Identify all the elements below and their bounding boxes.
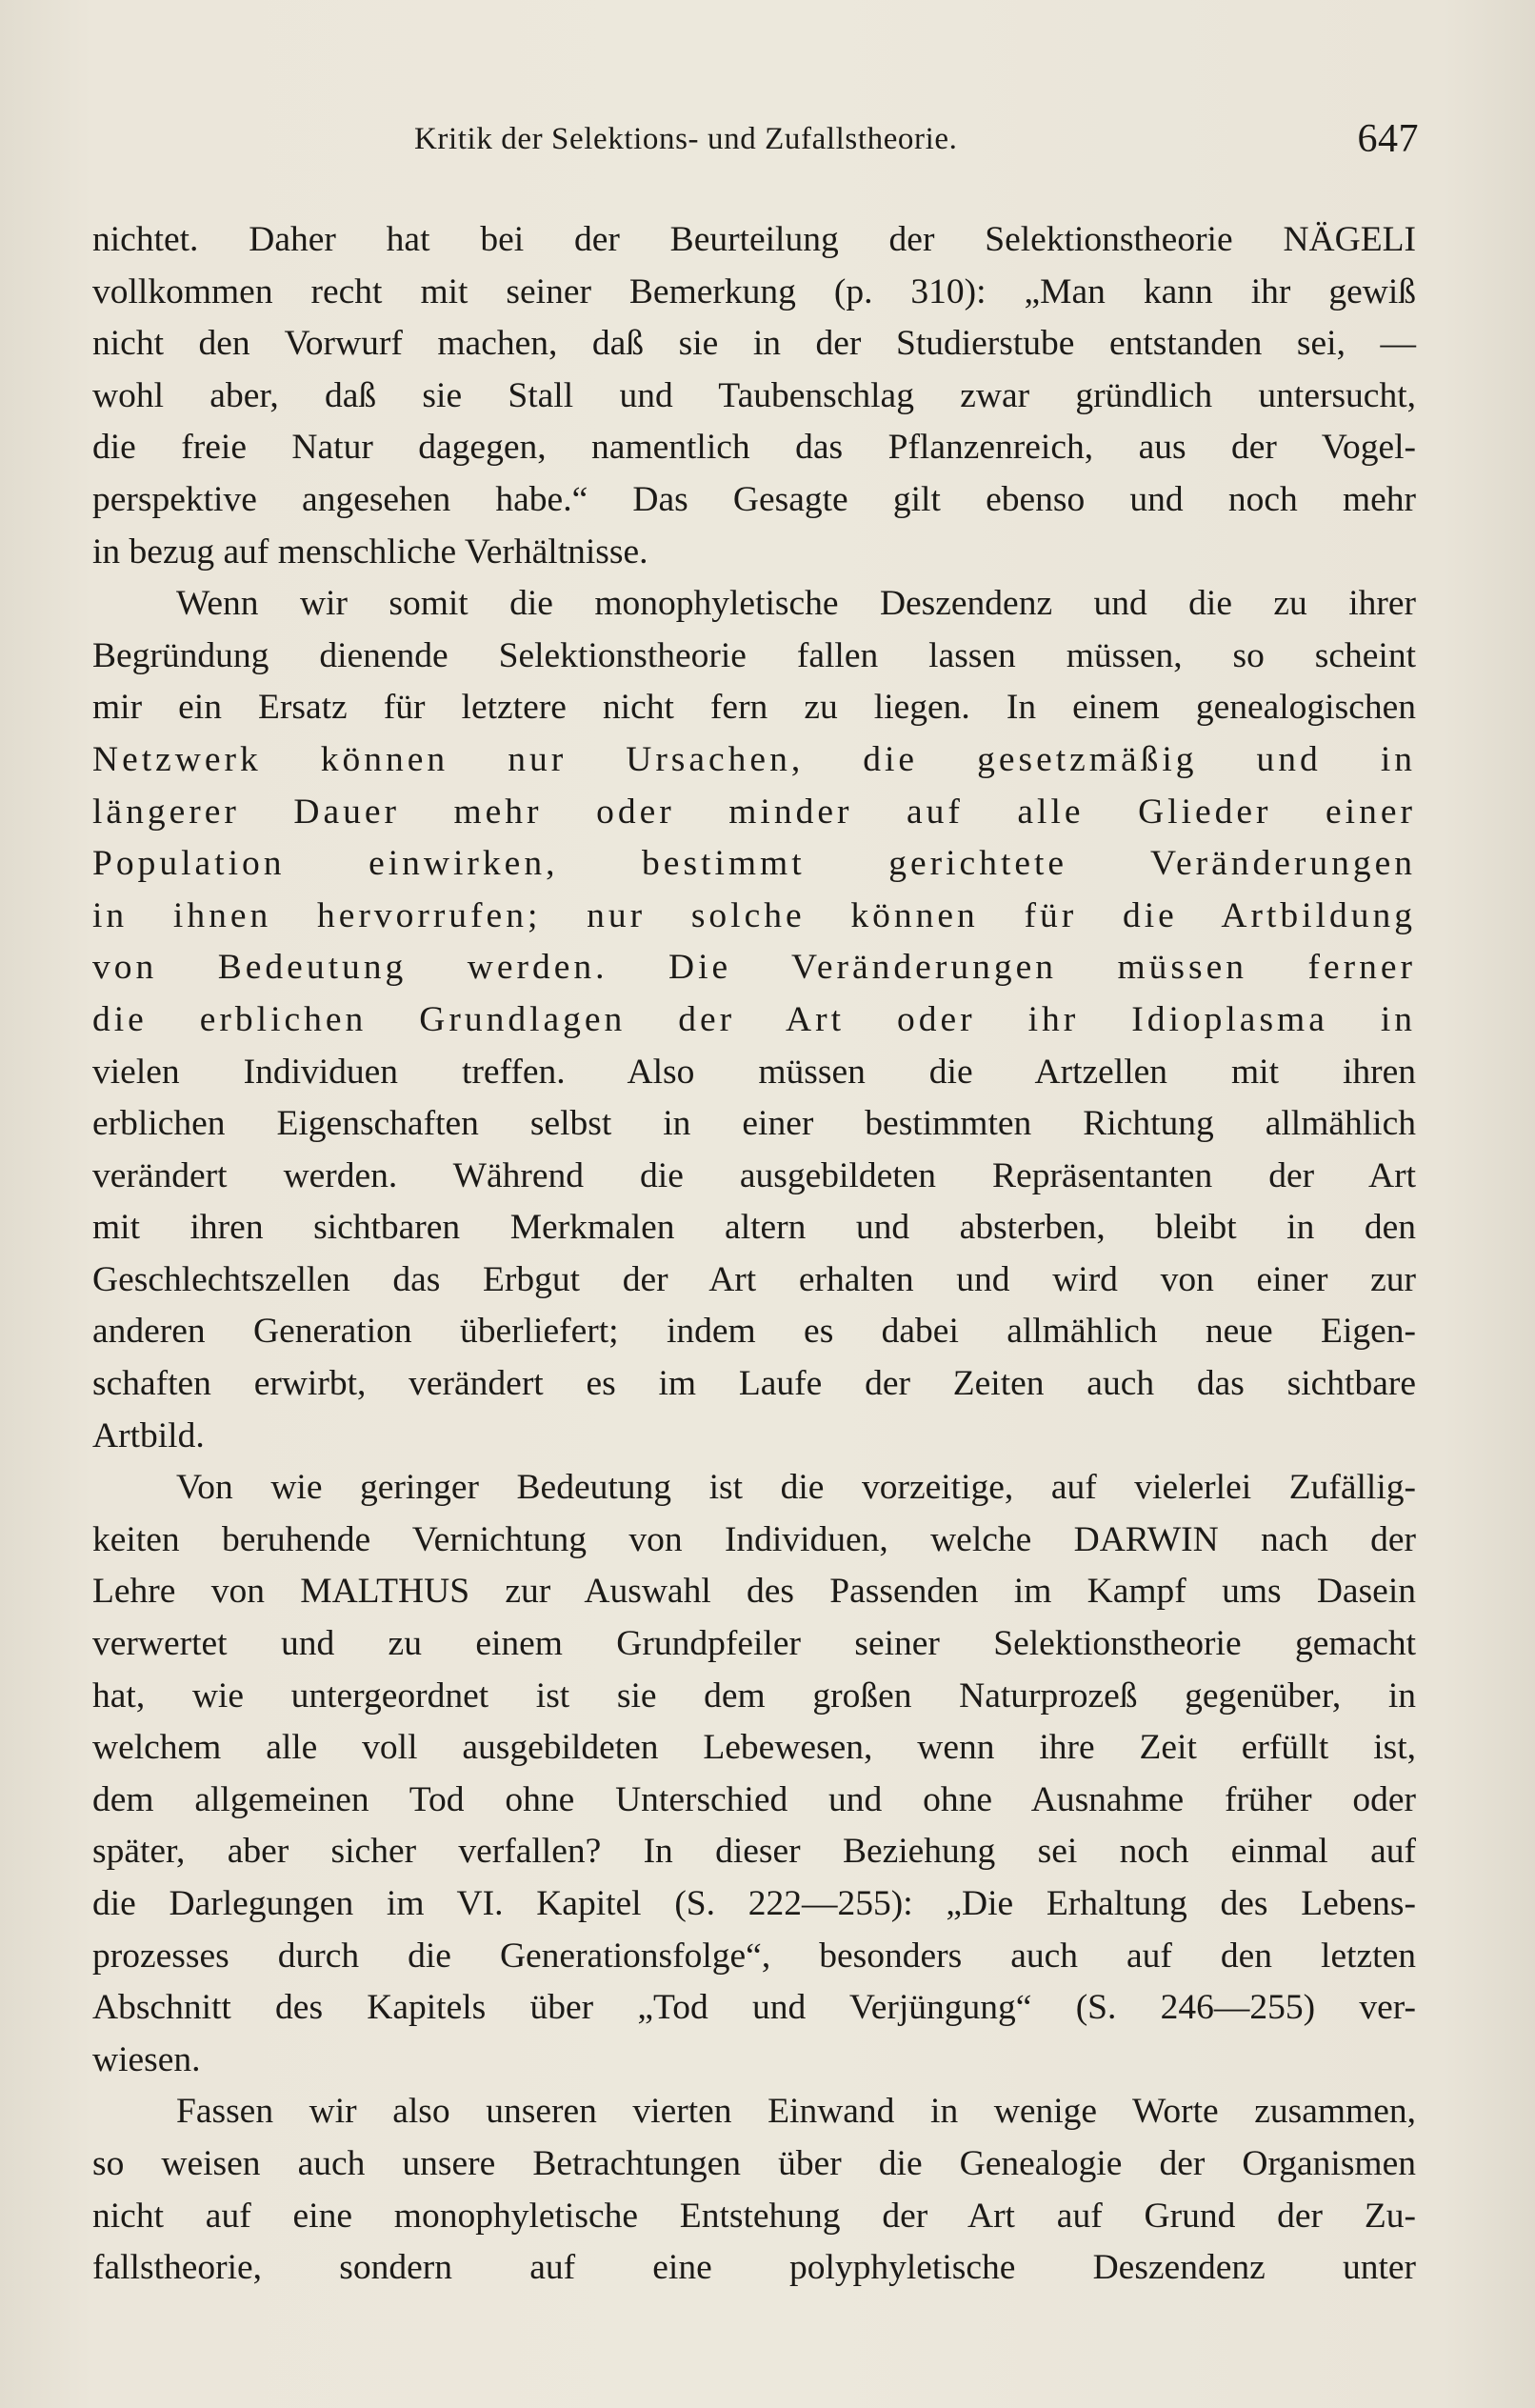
text-line: nicht den Vorwurf machen, daß sie in der Studierstube entstanden sei, — <box>92 324 1416 364</box>
text-line: so weisen auch unsere Betrachtungen über die Genealogie der Organismen <box>92 2143 1416 2183</box>
text-line: die Darlegungen im VI. Kapitel (S. 222—255): „Die Erhaltung des Lebens- <box>92 1884 1416 1923</box>
text-line: Lehre von MALTHUS zur Auswahl des Passenden im Kampf ums Dasein <box>92 1572 1416 1612</box>
text-line: vielen Individuen treffen. Also müssen die Artzellen mit ihren <box>92 1052 1416 1092</box>
running-head <box>90 117 1419 170</box>
text-line: Netzwerk können nur Ursachen, die gesetzmäßig und in <box>92 739 1416 779</box>
page-number: 647 <box>1357 117 1419 161</box>
text-line: Von wie geringer Bedeutung ist die vorzeitige, auf vielerlei Zufällig- <box>176 1468 1416 1508</box>
text-line: welchem alle voll ausgebildeten Lebewesen, wenn ihre Zeit erfüllt ist, <box>92 1728 1416 1768</box>
text-line: die freie Natur dagegen, namentlich das Pflanzenreich, aus der Vogel- <box>92 428 1416 468</box>
text-line: mir ein Ersatz für letztere nicht fern zu liegen. In einem genealogischen <box>92 688 1416 728</box>
text-line: dem allgemeinen Tod ohne Unterschied und ohne Ausnahme früher oder <box>92 1779 1416 1819</box>
text-line: Geschlechtszellen das Erbgut der Art erhalten und wird von einer zur <box>92 1259 1416 1299</box>
text-line: keiten beruhende Vernichtung von Individuen, welche DARWIN nach der <box>92 1519 1416 1559</box>
text-line: fallstheorie, sondern auf eine polyphyletische Deszendenz unter <box>92 2248 1416 2288</box>
text-line: nicht auf eine monophyletische Entstehung der Art auf Grund der Zu- <box>92 2196 1416 2236</box>
text-line: Artbild. <box>92 1415 205 1455</box>
text-line: wohl aber, daß sie Stall und Taubenschlag zwar gründlich untersucht, <box>92 375 1416 415</box>
text-line: erblichen Eigenschaften selbst in einer bestimmten Richtung allmählich <box>92 1104 1416 1144</box>
text-line: von Bedeutung werden. Die Veränderungen müssen ferner <box>92 948 1416 988</box>
running-title: Kritik der Selektions- und Zufallstheorie. <box>414 122 958 156</box>
text-line: Population einwirken, bestimmt gerichtete Veränderungen <box>92 844 1416 884</box>
text-line: später, aber sicher verfallen? In dieser Beziehung sei noch einmal auf <box>92 1832 1416 1872</box>
text-line: wiesen. <box>92 2039 201 2079</box>
text-line: in bezug auf menschliche Verhältnisse. <box>92 532 648 572</box>
text-line: prozesses durch die Generationsfolge“, besonders auch auf den letzten <box>92 1936 1416 1976</box>
text-line: Fassen wir also unseren vierten Einwand in wenige Worte zusammen, <box>176 2092 1416 2132</box>
text-line: mit ihren sichtbaren Merkmalen altern und absterben, bleibt in den <box>92 1208 1416 1248</box>
text-line: in ihnen hervorrufen; nur solche können für die Artbildung <box>92 895 1416 935</box>
text-line: nichtet. Daher hat bei der Beurteilung der Selektionstheorie NÄGELI <box>92 220 1416 259</box>
text-line: Wenn wir somit die monophyletische Deszendenz und die zu ihrer <box>176 584 1416 624</box>
text-line: verändert werden. Während die ausgebildeten Repräsentanten der Art <box>92 1155 1416 1195</box>
text-line: verwertet und zu einem Grundpfeiler seiner Selektionstheorie gemacht <box>92 1624 1416 1664</box>
text-line: die erblichen Grundlagen der Art oder ihr Idioplasma in <box>92 999 1416 1039</box>
body-text <box>92 214 1416 2295</box>
text-line: Begründung dienende Selektionstheorie fallen lassen müssen, so scheint <box>92 635 1416 675</box>
text-line: vollkommen recht mit seiner Bemerkung (p. 310): „Man kann ihr gewiß <box>92 271 1416 311</box>
text-line: hat, wie untergeordnet ist sie dem großen Naturprozeß gegenüber, in <box>92 1676 1416 1716</box>
text-line: perspektive angesehen habe.“ Das Gesagte gilt ebenso und noch mehr <box>92 479 1416 519</box>
text-line: anderen Generation überliefert; indem es dabei allmählich neue Eigen- <box>92 1312 1416 1352</box>
text-line: Abschnitt des Kapitels über „Tod und Verjüngung“ (S. 246—255) ver- <box>92 1988 1416 2028</box>
text-line: längerer Dauer mehr oder minder auf alle Glieder einer <box>92 792 1416 832</box>
text-line: schaften erwirbt, verändert es im Laufe der Zeiten auch das sichtbare <box>92 1364 1416 1404</box>
